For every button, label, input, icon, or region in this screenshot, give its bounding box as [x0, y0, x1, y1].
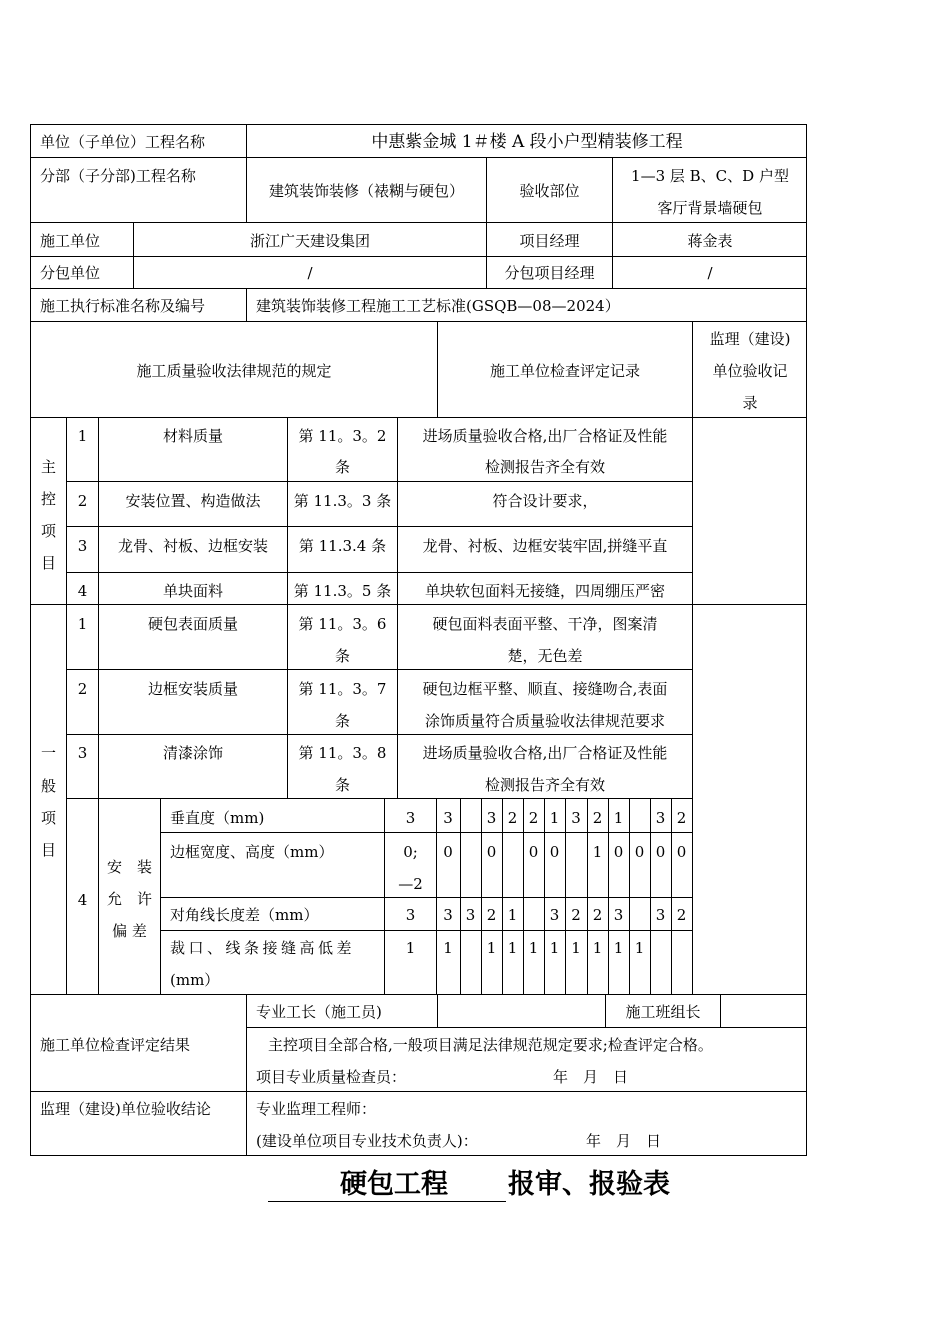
spec-column-header: 施工质量验收法律规范的规定 [136, 362, 332, 380]
general-row-3-clause-l2: 条 [334, 776, 350, 794]
supervision-engineer-label: 专业监理工程师： [256, 1100, 377, 1118]
footer-title-rest: 报审、报验表 [508, 1169, 670, 1200]
deviation-cell: 1 [571, 939, 581, 957]
deviation-cell: 2 [486, 906, 497, 924]
deviation-row-2-first: 0; [403, 843, 418, 861]
deviation-cell: 0 [613, 843, 624, 861]
deviation-cell: 3 [443, 809, 453, 827]
deviation-cell: 3 [571, 809, 581, 827]
deviation-row-4-name-l1: 裁口、线条接缝高低差 [170, 939, 356, 957]
general-row-2-name: 边框安装质量 [147, 680, 238, 698]
deviation-row-4-name-l2: (mm） [170, 971, 220, 989]
general-items-label-1: 一 [40, 744, 56, 762]
deviation-cell: 0 [528, 843, 539, 861]
general-row-2-clause-l1: 第 11。3。7 [298, 680, 387, 698]
general-row-3-clause-l1: 第 11。3。8 [298, 744, 387, 762]
deviation-row-4-first: 1 [405, 939, 416, 957]
main-row-1-clause-l2: 条 [334, 458, 350, 476]
general-row-3-name: 清漆涂饰 [162, 744, 223, 762]
general-row-1-record-l1: 硬包面料表面平整、干净，图案清 [432, 615, 658, 633]
general-items-label-2: 般 [40, 777, 56, 795]
subdivision-label: 分部（子分部)工程名称 [40, 167, 196, 185]
deviation-cell: 1 [613, 939, 624, 957]
deviation-cell: 1 [613, 809, 624, 827]
deviation-cell: 0 [655, 843, 666, 861]
main-row-2-clause: 第 11.3。3 条 [293, 492, 392, 510]
deviation-label-l2: 允 许 [106, 890, 152, 908]
main-row-1-record-l1: 进场质量验收合格,出厂合格证及性能 [422, 427, 668, 445]
deviation-cell: 2 [676, 906, 687, 924]
deviation-cell: 2 [528, 809, 539, 827]
main-row-3-clause: 第 11.3.4 条 [298, 537, 387, 555]
deviation-row-2-name: 边框宽度、高度（mm） [170, 843, 334, 861]
general-row-1-clause-l1: 第 11。3。6 [298, 615, 387, 633]
general-row-1-record-l2: 楚，无色差 [507, 647, 583, 665]
deviation-cell: 0 [486, 843, 497, 861]
deviation-cell: 1 [486, 939, 497, 957]
footer-title-underlined: 硬包工程 [268, 1162, 506, 1202]
deviation-cell: 2 [676, 809, 687, 827]
deviation-cell: 2 [592, 906, 603, 924]
main-row-1-record-l2: 检测报告齐全有效 [484, 458, 605, 476]
acceptance-part-label: 验收部位 [519, 182, 580, 200]
general-row-3-record-l2: 检测报告齐全有效 [484, 776, 605, 794]
general-items-label-4: 目 [40, 841, 56, 859]
main-items-label-3: 项 [40, 522, 56, 540]
deviation-row-1-name: 垂直度（mm) [170, 809, 265, 827]
deviation-row-1-first: 3 [405, 809, 416, 827]
main-items-label-1: 主 [40, 458, 56, 476]
main-items-label-2: 控 [40, 490, 56, 508]
deviation-row-3-name: 对角线长度差（mm） [170, 906, 319, 924]
deviation-cell: 2 [571, 906, 581, 924]
project-manager-name: 蒋金表 [687, 232, 733, 250]
general-row-3-record-l1: 进场质量验收合格,出厂合格证及性能 [422, 744, 668, 762]
project-name: 中惠紫金城 1＃楼 A 段小户型精装修工程 [371, 132, 683, 152]
record-column-header: 施工单位检查评定记录 [489, 362, 640, 380]
main-row-4-clause: 第 11.3。5 条 [293, 582, 392, 600]
deviation-cell: 3 [443, 906, 453, 924]
deviation-cell: 1 [528, 939, 539, 957]
supervision-label: 监理（建设)单位验收结论 [40, 1100, 211, 1118]
project-manager-label: 项目经理 [519, 232, 580, 250]
general-row-3-no: 3 [77, 744, 88, 762]
standard-value: 建筑装饰装修工程施工工艺标准(GSQB—08—2024） [256, 297, 620, 315]
main-row-3-no: 3 [77, 537, 88, 555]
project-name-label: 单位（子单位）工程名称 [40, 133, 206, 151]
general-items-label-3: 项 [40, 809, 56, 827]
general-row-1-clause-l2: 条 [334, 647, 350, 665]
general-row-1-no: 1 [77, 615, 88, 633]
deviation-cell: 1 [507, 939, 518, 957]
main-items-label-4: 目 [40, 554, 56, 572]
deviation-cell: 3 [655, 906, 666, 924]
sub-pm-value: / [707, 264, 713, 282]
general-row-2-no: 2 [77, 680, 88, 698]
general-row-2-record-l2: 涂饰质量符合质量验收法律规范要求 [424, 712, 665, 730]
deviation-cell: 1 [592, 843, 603, 861]
supervisor-column-header-l2: 单位验收记 [712, 362, 788, 380]
deviation-cell: 0 [549, 843, 560, 861]
deviation-cell: 0 [634, 843, 645, 861]
general-row-2-record-l1: 硬包边框平整、顺直、接缝吻合,表面 [422, 680, 668, 698]
sub-pm-label: 分包项目经理 [504, 264, 595, 282]
main-row-4-no: 4 [77, 582, 88, 600]
result-conclusion: 主控项目全部合格,一般项目满足法律规范规定要求;检查评定合格。 [268, 1036, 713, 1054]
deviation-cell: 3 [486, 809, 497, 827]
main-row-3-name: 龙骨、衬板、边框安装 [117, 537, 268, 555]
deviation-label-l3: 偏 差 [112, 922, 147, 940]
supervisor-column-header-l3: 录 [742, 394, 758, 412]
deviation-cell: 0 [676, 843, 687, 861]
deviation-cell: 2 [592, 809, 603, 827]
supervision-owner-label: (建设单位项目专业技术负责人)： [256, 1132, 478, 1150]
deviation-label-l1: 安 装 [106, 858, 152, 876]
deviation-cell: 3 [465, 906, 476, 924]
deviation-cell: 1 [507, 906, 518, 924]
subcontractor-value: / [307, 264, 313, 282]
acceptance-part-line1: 1—3 层 B、C、D 户型 [631, 167, 789, 185]
deviation-cell: 3 [613, 906, 624, 924]
contractor-name: 浙江广天建设集团 [249, 232, 370, 250]
standard-label: 施工执行标准名称及编号 [40, 297, 206, 315]
deviation-cell: 1 [443, 939, 453, 957]
team-leader-label: 施工班组长 [625, 1003, 701, 1021]
main-row-2-no: 2 [77, 492, 88, 510]
deviation-cell: 1 [549, 809, 560, 827]
footer-title [268, 1162, 670, 1202]
supervision-date: 年 月 日 [586, 1132, 662, 1150]
acceptance-part-line2: 客厅背景墙硬包 [657, 199, 763, 217]
main-row-4-name: 单块面料 [162, 582, 223, 600]
deviation-cell: 1 [549, 939, 560, 957]
general-row-2-clause-l2: 条 [334, 712, 350, 730]
deviation-row-3-first: 3 [405, 906, 416, 924]
main-row-1-name: 材料质量 [162, 427, 223, 445]
inspector-label: 项目专业质量检查员： [256, 1068, 407, 1086]
main-row-1-no: 1 [77, 427, 88, 445]
result-date: 年 月 日 [553, 1068, 629, 1086]
foreman-label: 专业工长（施工员) [256, 1003, 382, 1021]
main-row-3-record: 龙骨、衬板、边框安装牢固,拼缝平直 [422, 537, 668, 555]
deviation-cell: 0 [443, 843, 453, 861]
main-row-2-name: 安装位置、构造做法 [125, 492, 261, 510]
deviation-cell: 1 [592, 939, 603, 957]
supervisor-column-header-l1: 监理（建设) [709, 330, 791, 348]
deviation-no: 4 [77, 891, 88, 909]
deviation-cell: 2 [507, 809, 518, 827]
deviation-cell: 3 [549, 906, 560, 924]
main-row-1-clause-l1: 第 11。3。2 [298, 427, 387, 445]
main-row-2-record: 符合设计要求， [492, 492, 598, 510]
general-row-1-name: 硬包表面质量 [147, 615, 238, 633]
result-label: 施工单位检查评定结果 [40, 1036, 191, 1054]
subcontractor-label: 分包单位 [40, 264, 101, 282]
subdivision-name: 建筑装饰装修（裱糊与硬包） [268, 182, 464, 200]
deviation-cell: 3 [655, 809, 666, 827]
deviation-row-2-first-l2: —2 [398, 875, 423, 893]
main-row-4-record: 单块软包面料无接缝，四周绷压严密 [424, 582, 665, 600]
deviation-cell: 1 [634, 939, 645, 957]
contractor-label: 施工单位 [40, 232, 101, 250]
